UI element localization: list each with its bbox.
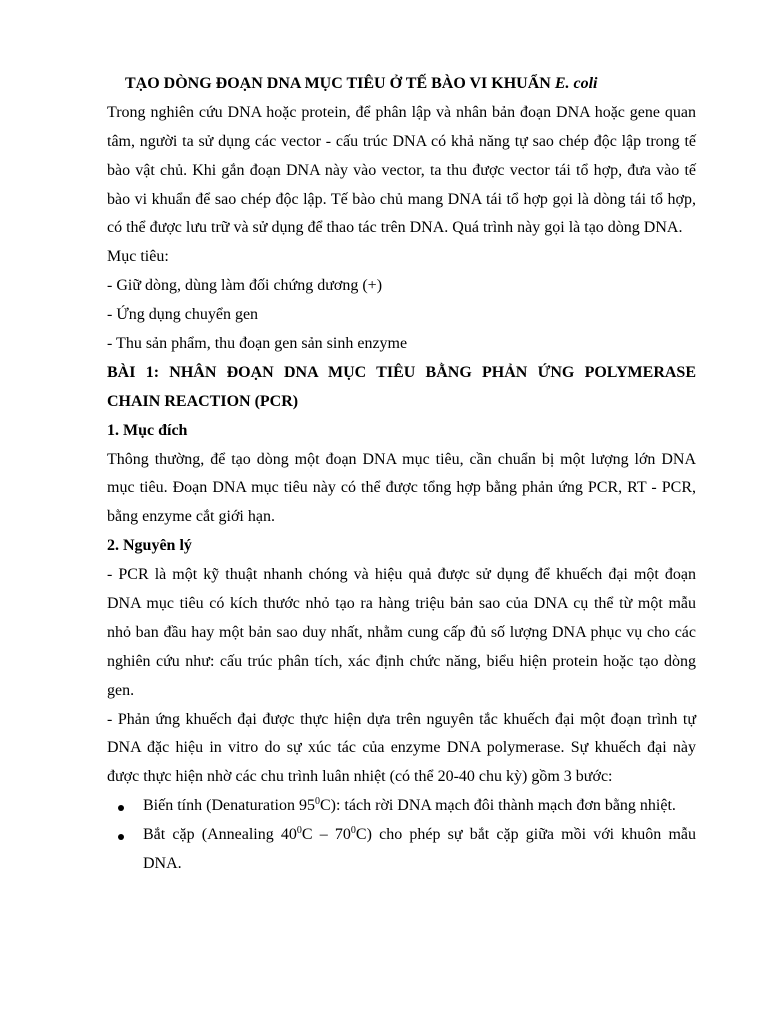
bullet-item bbox=[107, 792, 696, 821]
bullet-icon bbox=[118, 805, 124, 811]
section2-paragraph-1 bbox=[107, 561, 696, 705]
bullet-text: C) cho phép sự bắt cặp giữa mồi với khuôn mẫu bbox=[355, 826, 697, 844]
section1-paragraph bbox=[107, 446, 696, 533]
bullet-text: Bắt cặp (Annealing 40 bbox=[143, 826, 297, 844]
paragraph-line: gen. bbox=[107, 681, 135, 699]
paragraph-line: nghiên cứu như: cấu trúc phân tích, xác định chức năng, biểu hiện protein hoặc tạo dòng bbox=[107, 652, 696, 670]
lesson-title-line: CHAIN REACTION (PCR) bbox=[107, 392, 299, 410]
paragraph-line: - Phản ứng khuếch đại được thực hiện dựa trên nguyên tắc khuếch đại một đoạn trình tự bbox=[107, 710, 696, 728]
objective-item: - Ứng dụng chuyển gen bbox=[107, 306, 259, 324]
superscript: 0 bbox=[314, 796, 320, 808]
section-heading: 2. Nguyên lý bbox=[107, 537, 192, 555]
paragraph-line: bào vật chủ. Khi gắn đoạn DNA này vào vector, ta thu được vector tái tổ hợp, đưa vào tế bbox=[107, 161, 696, 179]
bullet-text: DNA. bbox=[143, 855, 182, 873]
bullet-text: C): tách rời DNA mạch đôi thành mạch đơn bằng nhiệt. bbox=[319, 797, 676, 815]
bullet-line bbox=[143, 850, 696, 879]
objectives-list bbox=[107, 272, 696, 359]
paragraph-line: DNA mục tiêu có kích thước nhỏ tạo ra hàng triệu bản sao của DNA cụ thể từ một mẫu bbox=[107, 595, 696, 613]
superscript: 0 bbox=[296, 825, 302, 837]
lesson-title-line: BÀI 1: NHÂN ĐOẠN DNA MỤC TIÊU BẰNG PHẢN ỨNG POLYMERASE bbox=[107, 363, 696, 381]
bullet-line bbox=[143, 792, 696, 821]
bullet-list bbox=[107, 792, 696, 879]
paragraph-line: bào vi khuẩn để sao chép độc lập. Tế bào chủ mang DNA tái tổ hợp gọi là dòng tái tổ hợp, bbox=[107, 190, 696, 208]
objectives-heading: Mục tiêu: bbox=[107, 248, 169, 266]
paragraph-line: được thực hiện nhờ các chu trình luân nhiệt (có thể 20-40 chu kỳ) gồm 3 bước: bbox=[107, 768, 613, 786]
bullet-item bbox=[107, 821, 696, 879]
paragraph-line: DNA đặc hiệu in vitro do sự xúc tác của enzyme DNA polymerase. Sự khuếch đại này bbox=[107, 739, 696, 757]
paragraph-line: - PCR là một kỹ thuật nhanh chóng và hiệu quả được sử dụng để khuếch đại một đoạn bbox=[107, 566, 696, 584]
bullet-icon bbox=[118, 834, 124, 840]
intro-paragraph bbox=[107, 99, 696, 243]
paragraph-line: Thông thường, để tạo dòng một đoạn DNA mục tiêu, cần chuẩn bị một lượng lớn DNA bbox=[107, 450, 696, 468]
paragraph-line: bằng enzyme cắt giới hạn. bbox=[107, 508, 275, 526]
paragraph-line: tâm, người ta sử dụng các vector - cấu trúc DNA có khả năng tự sao chép độc lập trong tế bbox=[107, 132, 696, 150]
paragraph-line: có thể được lưu trữ và sử dụng để thao tác trên DNA. Quá trình này gọi là tạo dòng DNA. bbox=[107, 219, 683, 237]
paragraph-line: nhỏ ban đầu hay một bản sao duy nhất, nhằm cung cấp đủ số lượng DNA phục vụ cho các bbox=[107, 623, 696, 641]
section-heading: 1. Mục đích bbox=[107, 421, 188, 439]
bullet-text: C – 70 bbox=[301, 826, 351, 844]
paragraph-line: Trong nghiên cứu DNA hoặc protein, để phân lập và nhân bản đoạn DNA hoặc gene quan bbox=[107, 103, 696, 121]
objective-item: - Giữ dòng, dùng làm đối chứng dương (+) bbox=[107, 277, 383, 295]
bullet-line bbox=[143, 821, 696, 850]
title-text: TẠO DÒNG ĐOẠN DNA MỤC TIÊU Ở TẾ BÀO VI KHUẨN bbox=[125, 75, 551, 92]
paragraph-line: mục tiêu. Đoạn DNA mục tiêu này có thể được tổng hợp bằng phản ứng PCR, RT - PCR, bbox=[107, 479, 696, 497]
objective-item: - Thu sản phẩm, thu đoạn gen sản sinh enzyme bbox=[107, 335, 408, 353]
bullet-text: Biến tính (Denaturation 95 bbox=[143, 797, 315, 815]
superscript: 0 bbox=[350, 825, 356, 837]
document-body bbox=[107, 70, 696, 879]
title-species: E. coli bbox=[554, 75, 598, 92]
lesson-title bbox=[107, 359, 696, 417]
document-title bbox=[107, 70, 696, 99]
section2-paragraph-2 bbox=[107, 706, 696, 793]
